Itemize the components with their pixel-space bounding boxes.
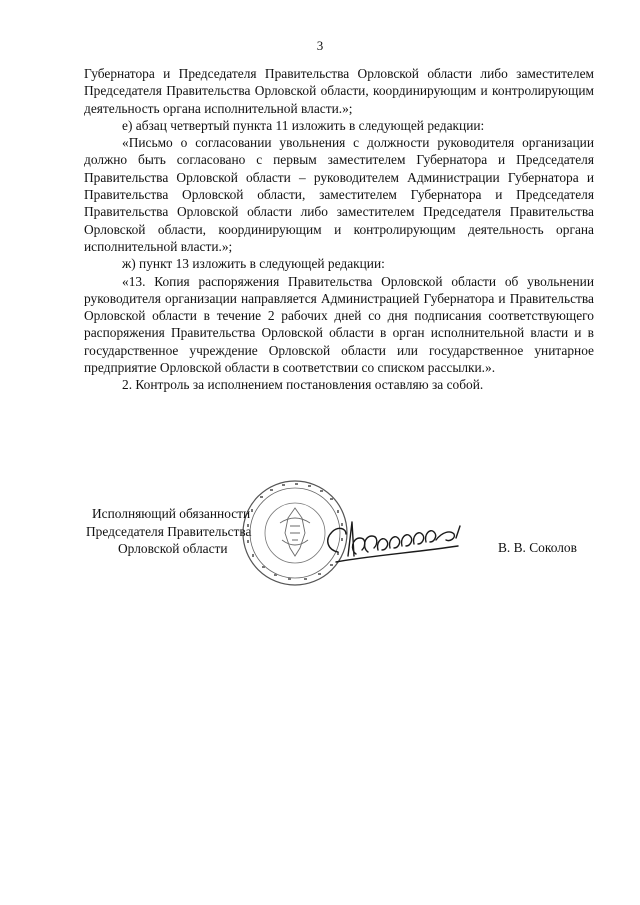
paragraph-quote-13: «13. Копия распоряжения Правительства Орловской области об увольнении руководителя организации направляется Администрацией Губернатора и Правительства Орловской области в течение 2 рабочих дней со дня подписания соответствующего распоряжения Правительства Орловской области в орган исполнительной власти и в государственное учреждение Орловской области или государственное унитарное предприятие Орловской области в соответствии со списком рассылки.». xyxy=(84,273,594,376)
paragraph-item-e: е) абзац четвертый пункта 11 изложить в следующей редакции: xyxy=(122,117,485,133)
signature-position-line1: Исполняющий обязанности xyxy=(92,506,251,521)
signature-position-line2: Председателя Правительства xyxy=(86,523,252,539)
document-body xyxy=(84,65,594,394)
handwritten-signature-icon xyxy=(318,512,468,572)
page-number: 3 xyxy=(316,38,324,53)
paragraph-item-zh: ж) пункт 13 изложить в следующей редакции: xyxy=(122,256,385,272)
signature-position xyxy=(84,505,304,558)
paragraph-continuation: Губернатора и Председателя Правительства Орловской области либо заместителем Председателя Правительства Орловской области, координирующим и контролирующим деятельность органа исполнительной власти.»; xyxy=(84,66,594,116)
paragraph-quote-letter: «Письмо о согласовании увольнения с должности руководителя организации должно быть согласовано с первым заместителем Губернатора и Председателя Правительства Орловской области – руководителем Администрации Губернатора и Правительства Орловской области, заместителем Губернатора и Председателя Правительства Орловской области либо заместителем Председателя Правительства Орловской области, координирующим и контролирующим деятельность органа исполнительной власти.»; xyxy=(84,135,594,254)
signer-name: В. В. Соколов xyxy=(498,540,577,555)
signature-position-line3: Орловской области xyxy=(118,541,228,556)
paragraph-control: 2. Контроль за исполнением постановления оставляю за собой. xyxy=(122,377,484,393)
